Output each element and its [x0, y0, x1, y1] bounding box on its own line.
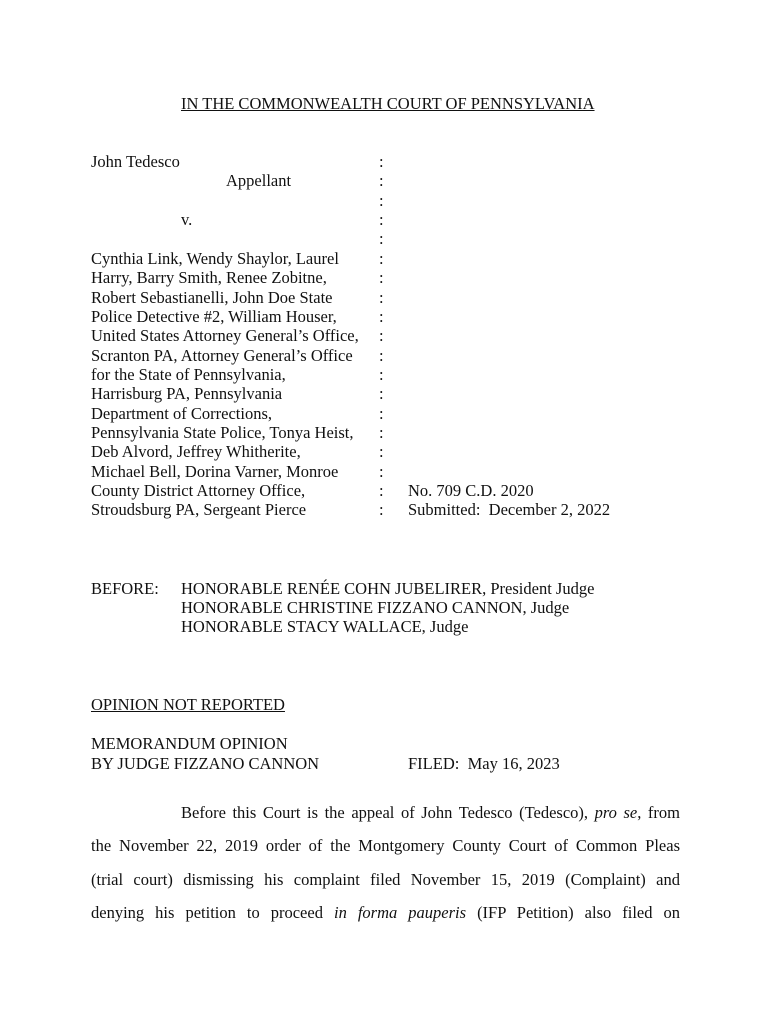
appellee-line: Michael Bell, Dorina Varner, Monroe [91, 462, 339, 481]
caption-colon: : [379, 423, 384, 442]
body-line [91, 903, 680, 923]
caption-colon: : [379, 384, 384, 403]
appellee-line: Pennsylvania State Police, Tonya Heist, [91, 423, 354, 442]
body-text: , from [637, 803, 681, 822]
appellee-line: for the State of Pennsylvania, [91, 365, 286, 384]
caption-colon: : [379, 462, 384, 481]
body-italic: pro se [594, 803, 638, 822]
caption-colon: : [379, 500, 384, 519]
caption-colon: : [379, 249, 384, 268]
body-text: (IFP Petition) also filed on [477, 903, 681, 922]
appellee-line: Police Detective #2, William Houser, [91, 307, 337, 326]
filed-date: FILED: May 16, 2023 [408, 754, 560, 773]
caption-colon: : [379, 288, 384, 307]
judge-line: HONORABLE CHRISTINE FIZZANO CANNON, Judge [181, 598, 570, 617]
judge-line: HONORABLE RENÉE COHN JUBELIRER, President Judge [181, 579, 595, 598]
body-line: (trial court) dismissing his complaint filed November 15, 2019 (Complaint) and [91, 870, 680, 889]
appellee-line: Cynthia Link, Wendy Shaylor, Laurel [91, 249, 339, 268]
versus: v. [181, 210, 193, 229]
appellee-line: Stroudsburg PA, Sergeant Pierce [91, 500, 307, 519]
appellee-line: Harrisburg PA, Pennsylvania [91, 384, 283, 403]
court-title: IN THE COMMONWEALTH COURT OF PENNSYLVANIA [181, 94, 595, 113]
appellant-role: Appellant [226, 171, 292, 190]
appellee-line: Scranton PA, Attorney General’s Office [91, 346, 353, 365]
appellee-line: County District Attorney Office, [91, 481, 306, 500]
body-text: Before this Court is the appeal of John Tedesco (Tedesco), [181, 803, 589, 822]
caption-colon: : [379, 326, 384, 345]
caption-colon: : [379, 307, 384, 326]
appellee-line: Robert Sebastianelli, John Doe State [91, 288, 333, 307]
caption-colon: : [379, 346, 384, 365]
memorandum-heading: MEMORANDUM OPINION [91, 734, 288, 753]
caption-colon: : [379, 481, 384, 500]
memorandum-author: BY JUDGE FIZZANO CANNON [91, 754, 320, 773]
caption-colon: : [379, 229, 384, 248]
docket-number: No. 709 C.D. 2020 [408, 481, 534, 500]
opinion-not-reported: OPINION NOT REPORTED [91, 695, 285, 714]
appellee-line: Harry, Barry Smith, Renee Zobitne, [91, 268, 327, 287]
caption-colon: : [379, 365, 384, 384]
body-line: the November 22, 2019 order of the Montgomery County Court of Common Pleas [91, 836, 680, 855]
caption-colon: : [379, 268, 384, 287]
appellee-line: Department of Corrections, [91, 404, 272, 423]
appellee-line: Deb Alvord, Jeffrey Whitherite, [91, 442, 301, 461]
judge-line: HONORABLE STACY WALLACE, Judge [181, 617, 469, 636]
caption-colon: : [379, 442, 384, 461]
before-label: BEFORE: [91, 579, 159, 598]
caption-colon: : [379, 191, 384, 210]
caption-colon: : [379, 171, 384, 190]
caption-colon: : [379, 210, 384, 229]
appellee-line: United States Attorney General’s Office, [91, 326, 359, 345]
submitted-date: Submitted: December 2, 2022 [408, 500, 611, 519]
appellant-name: John Tedesco [91, 152, 180, 171]
body-text: denying his petition to proceed [91, 903, 323, 922]
caption-colon: : [379, 404, 384, 423]
body-italic: in forma pauperis [333, 903, 467, 922]
body-line [181, 803, 680, 823]
caption-colon: : [379, 152, 384, 171]
